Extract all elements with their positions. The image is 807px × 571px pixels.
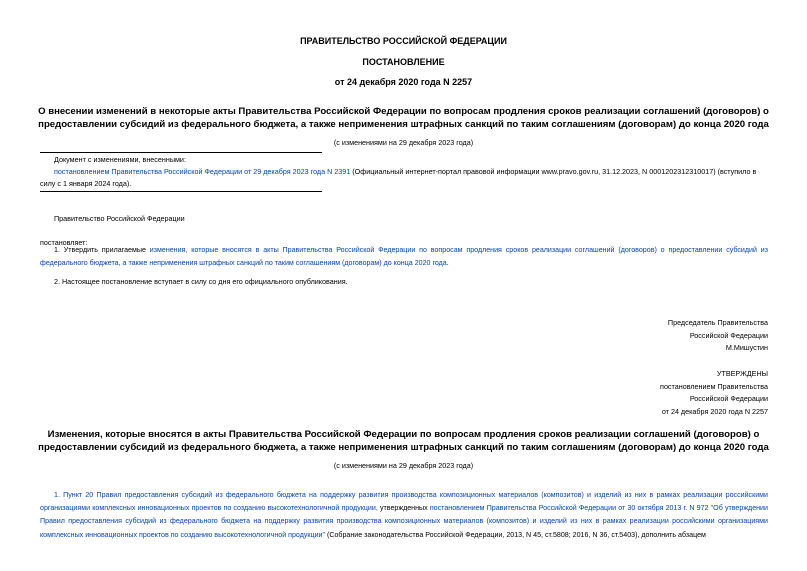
annex-title-line-2: предоставлении субсидий из федерального бюджета, а также неприменения штрафных санкций по таким соглашениям (договорам) до конца 2020 года xyxy=(38,442,769,453)
annex-amended-note: (с изменениями на 29 декабря 2023 года) xyxy=(333,461,474,470)
approved-block xyxy=(660,368,768,418)
paragraph-1-prefix: 1. Утвердить прилагаемые xyxy=(54,246,150,254)
document-date-number: от 24 декабря 2020 года N 2257 xyxy=(334,77,473,87)
document-title-line-2: предоставлении субсидий из федерального бюджета, а также неприменения штрафных санкций по таким соглашениям (договорам) до конца 2020 года xyxy=(38,119,769,130)
decrees-word: постановляет: xyxy=(40,238,88,247)
signature-position: Председатель Правительства xyxy=(667,318,768,327)
approved-country: Российской Федерации xyxy=(689,394,768,404)
annex-title-line-1: Изменения, которые вносятся в акты Правительства Российской Федерации по вопросам продления сроков реализации соглашений (договоров) о xyxy=(47,429,760,440)
paragraph-1: 1. Утвердить прилагаемые изменения, которые вносятся в акты Правительства Российской Федерации по вопросам продления сроков реализации соглашений (договоров) о предоставлении субсидий из федерального бюджета, а также неприменения штрафных санкций по таким соглашениям (договорам) до конца 2020 года. xyxy=(40,246,768,268)
signature-name: М.Мишустин xyxy=(725,343,768,353)
amended-note: (с изменениями на 29 декабря 2023 года) xyxy=(333,138,474,147)
approved-by: постановлением Правительства xyxy=(660,381,768,391)
issuer: Правительство Российской Федерации xyxy=(54,214,185,223)
changes-line-3: силу с 1 января 2024 года). xyxy=(40,179,132,188)
paragraph-2: 2. Настоящее постановление вступает в силу со дня его официального опубликования. xyxy=(54,277,348,286)
signature-block xyxy=(668,317,768,355)
government-heading: ПРАВИТЕЛЬСТВО РОССИЙСКОЙ ФЕДЕРАЦИИ xyxy=(300,36,507,46)
approved-date-number: от 24 декабря 2020 года N 2257 xyxy=(661,406,768,416)
changes-line-2 xyxy=(54,165,756,178)
annex-paragraph-1: 1. Пункт 20 Правил предоставления субсидий из федерального бюджета на поддержку развития производства композиционных материалов (композитов) и изделий из них в рамках реализации российскими организациями комплексных инновационных проектов по созданию высокотехнологичной продукции, утвержденных постановлением Правительства Российской Федерации от 30 октября 2013 г. N 972 "Об утверждении Правил предоставления субсидий из федерального бюджета на поддержку развития производства композиционных материалов (композитов) и изделий из них в рамках реализации российскими организациями комплексных инновационных проектов по созданию высокотехнологичной продукции" (Собрание законодательства Российской Федерации, 2013, N 45, ст.5808; 2016, N 36, ст.5403), дополнить абзацем xyxy=(40,491,768,539)
changes-bottom-rule xyxy=(40,191,322,192)
amending-decree-link[interactable]: постановлением Правительства Российской Федерации от 29 декабря 2023 года N 2391 xyxy=(54,167,351,176)
signature-country: Российской Федерации xyxy=(689,330,768,340)
approved-word: УТВЕРЖДЕНЫ xyxy=(716,369,768,378)
changes-label: Документ с изменениями, внесенными: xyxy=(54,155,186,164)
annex-rules-link[interactable]: 1. Пункт 20 Правил предоставления субсидий из федерального бюджета на поддержку развития производства композиционных материалов (композитов) и изделий из них в рамках реализации российскими организациями комплексных инновационных проектов по созданию высокотехнологичной продукции, xyxy=(40,491,768,513)
decree-972-link[interactable]: постановлением Правительства Российской Федерации от 30 октября 2013 г. N 972 "Об утверждении Правил предоставления субсидий из федерального бюджета на поддержку развития производства композиционных материалов (композитов) и изделий из них в рамках реализации российскими организациями комплексных инновационных проектов по созданию высокотехнологичной продукции" xyxy=(40,504,768,539)
document-title-line-1: О внесении изменений в некоторые акты Правительства Российской Федерации по вопросам продления сроков реализации соглашений (договоров) о xyxy=(38,106,769,117)
approved-changes-link[interactable]: изменения, которые вносятся в акты Правительства Российской Федерации по вопросам продления сроков реализации соглашений (договоров) о предоставлении субсидий из федерального бюджета, а также неприменения штрафных санкций по таким соглашениям (договорам) до конца 2020 года xyxy=(40,246,768,268)
document-type: ПОСТАНОВЛЕНИЕ xyxy=(362,57,445,67)
changes-source-text: (Официальный интернет-портал правовой информации www.pravo.gov.ru, 31.12.2023, N 0001202312310017) (вступило в xyxy=(350,167,757,176)
